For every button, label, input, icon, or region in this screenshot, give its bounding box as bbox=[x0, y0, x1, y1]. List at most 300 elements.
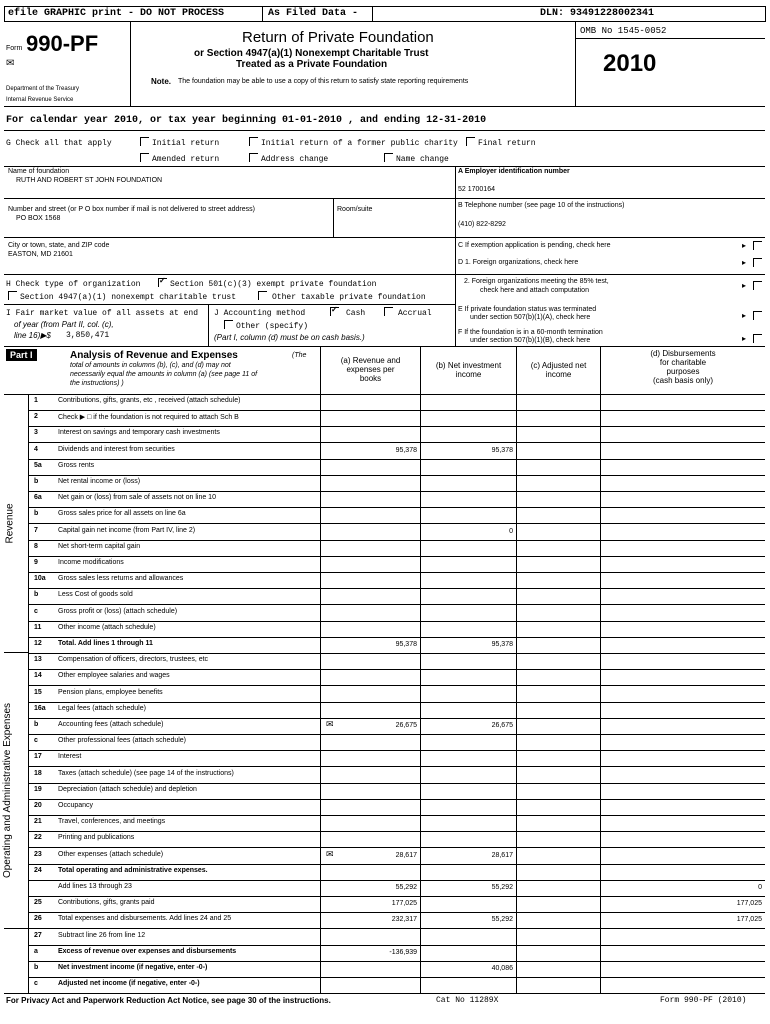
cell-col-c bbox=[516, 977, 600, 993]
cell-col-d bbox=[600, 605, 765, 621]
cell-col-d bbox=[600, 750, 765, 766]
terminated-b-label-b: under section 507(b)(1)(B), check here bbox=[470, 337, 591, 344]
cell-col-b: 55,292 bbox=[420, 912, 516, 928]
cell-col-c bbox=[516, 475, 600, 491]
row-label: Check ▶ □ if the foundation is not required to attach Sch B bbox=[58, 414, 239, 421]
address-change-label: Address change bbox=[261, 155, 329, 164]
other-taxable-label: Other taxable private foundation bbox=[272, 293, 426, 302]
table-row bbox=[28, 945, 765, 961]
foundation-name: RUTH AND ROBERT ST JOHN FOUNDATION bbox=[16, 177, 163, 184]
table-row bbox=[28, 637, 765, 653]
cell-col-c bbox=[516, 524, 600, 540]
table-row bbox=[28, 669, 765, 685]
col-a-header: (a) Revenue and expenses per books bbox=[340, 356, 401, 383]
cell-col-a bbox=[320, 750, 420, 766]
cell-col-b bbox=[420, 653, 516, 669]
row-label: Taxes (attach schedule) (see page 14 of the instructions) bbox=[58, 770, 234, 777]
efile-label: efile GRAPHIC print - DO NOT PROCESS bbox=[8, 8, 225, 19]
table-row bbox=[28, 767, 765, 783]
final-return-checkbox[interactable] bbox=[466, 137, 475, 146]
table-row bbox=[28, 540, 765, 556]
cell-col-d bbox=[600, 718, 765, 734]
part-title: Analysis of Revenue and Expenses bbox=[70, 350, 238, 361]
cell-col-b: 55,292 bbox=[420, 880, 516, 896]
cell-col-c bbox=[516, 799, 600, 815]
cell-col-b bbox=[420, 864, 516, 880]
cell-col-a bbox=[320, 653, 420, 669]
cell-col-d bbox=[600, 831, 765, 847]
cell-col-d bbox=[600, 799, 765, 815]
cell-col-b bbox=[420, 588, 516, 604]
initial-return-checkbox[interactable] bbox=[140, 137, 149, 146]
cell-col-c bbox=[516, 507, 600, 523]
row-label: Other income (attach schedule) bbox=[58, 624, 156, 631]
cell-col-d bbox=[600, 556, 765, 572]
table-row bbox=[28, 815, 765, 831]
row-label: Total. Add lines 1 through 11 bbox=[58, 640, 153, 647]
cell-col-b: 0 bbox=[420, 524, 516, 540]
cell-col-b bbox=[420, 799, 516, 815]
cell-col-d bbox=[600, 686, 765, 702]
cell-col-d bbox=[600, 848, 765, 864]
cell-col-b bbox=[420, 929, 516, 945]
cell-col-c bbox=[516, 945, 600, 961]
row-label: Excess of revenue over expenses and disbursements bbox=[58, 948, 237, 955]
row-label: Other employee salaries and wages bbox=[58, 672, 170, 679]
cell-col-d bbox=[600, 929, 765, 945]
cell-col-b bbox=[420, 896, 516, 912]
row-number: 13 bbox=[34, 656, 42, 663]
cell-col-d bbox=[600, 767, 765, 783]
cell-col-c bbox=[516, 702, 600, 718]
form-number: 990-PF bbox=[26, 31, 99, 56]
row-number: b bbox=[34, 721, 39, 728]
row-label: Contributions, gifts, grants paid bbox=[58, 899, 155, 906]
row-number: 12 bbox=[34, 640, 42, 647]
foreign-org-label: D 1. Foreign organizations, check here bbox=[458, 259, 579, 266]
cell-col-a bbox=[320, 572, 420, 588]
row-number: 27 bbox=[34, 932, 42, 939]
row-label: Capital gain net income (from Part IV, line 2) bbox=[58, 527, 196, 534]
dln-number: DLN: 93491228002341 bbox=[540, 8, 655, 19]
table-row bbox=[28, 912, 765, 928]
row-label: Net short-term capital gain bbox=[58, 543, 141, 550]
cell-col-c bbox=[516, 686, 600, 702]
arrow-icon: ▸ bbox=[742, 311, 747, 320]
table-row bbox=[28, 783, 765, 799]
cell-col-d: 0 bbox=[600, 880, 765, 896]
cell-col-c bbox=[516, 426, 600, 442]
cell-col-d bbox=[600, 394, 765, 410]
omb-number: OMB No 1545-0052 bbox=[580, 26, 667, 36]
foundation-name-label: Name of foundation bbox=[8, 168, 70, 175]
other-method-checkbox[interactable] bbox=[224, 320, 233, 329]
row-number: 9 bbox=[34, 559, 38, 566]
cell-col-c bbox=[516, 864, 600, 880]
row-label: Interest on savings and temporary cash investments bbox=[58, 429, 220, 436]
cell-col-b: 26,675 bbox=[420, 718, 516, 734]
row-number: c bbox=[34, 608, 38, 615]
cell-col-d bbox=[600, 637, 765, 653]
room-suite-label: Room/suite bbox=[337, 206, 373, 213]
attachment-icon[interactable]: ✉ bbox=[326, 849, 334, 859]
cash-basis-note: (Part I, column (d) must be on cash basis.) bbox=[214, 333, 365, 342]
cell-col-c bbox=[516, 815, 600, 831]
cell-col-c bbox=[516, 653, 600, 669]
row-number: b bbox=[34, 510, 39, 517]
table-row bbox=[28, 524, 765, 540]
row-number: 7 bbox=[34, 527, 38, 534]
other-taxable-checkbox[interactable] bbox=[258, 291, 267, 300]
accrual-label: Accrual bbox=[398, 309, 432, 318]
cell-col-b bbox=[420, 831, 516, 847]
table-row bbox=[28, 718, 765, 734]
footer-cat-number: Cat No 11289X bbox=[436, 996, 499, 1005]
row-number: 11 bbox=[34, 624, 42, 631]
cell-col-a bbox=[320, 475, 420, 491]
ein-value: 52 1700164 bbox=[458, 186, 495, 193]
street-label: Number and street (or P O box number if mail is not delivered to street address) bbox=[8, 206, 255, 213]
former-public-charity-checkbox[interactable] bbox=[249, 137, 258, 146]
table-row bbox=[28, 605, 765, 621]
row-number: 20 bbox=[34, 802, 42, 809]
initial-return-label: Initial return bbox=[152, 139, 220, 148]
cell-col-c bbox=[516, 767, 600, 783]
side-label-expenses: Operating and Administrative Expenses bbox=[2, 702, 14, 879]
cell-col-a bbox=[320, 540, 420, 556]
row-label: Gross sales less returns and allowances bbox=[58, 575, 184, 582]
table-row bbox=[28, 750, 765, 766]
table-row bbox=[28, 864, 765, 880]
row-number: 19 bbox=[34, 786, 42, 793]
cell-col-c bbox=[516, 718, 600, 734]
exemption-pending-checkbox[interactable] bbox=[753, 241, 762, 250]
part-title-note: (The bbox=[292, 352, 307, 359]
cell-col-c bbox=[516, 588, 600, 604]
row-number: 6a bbox=[34, 494, 42, 501]
part-label: Part I bbox=[6, 349, 37, 361]
row-label: Dividends and interest from securities bbox=[58, 446, 175, 453]
cell-col-d bbox=[600, 540, 765, 556]
address-change-checkbox[interactable] bbox=[249, 153, 258, 162]
row-label: Gross rents bbox=[58, 462, 95, 469]
fmv-label-2: of year (from Part II, col. (c), bbox=[14, 320, 114, 329]
row-label: Compensation of officers, directors, trustees, etc bbox=[58, 656, 209, 663]
cell-col-c bbox=[516, 491, 600, 507]
row-number: b bbox=[34, 591, 39, 598]
fmv-label-1: I Fair market value of all assets at end bbox=[6, 309, 199, 318]
cell-col-a bbox=[320, 394, 420, 410]
accrual-checkbox[interactable] bbox=[384, 307, 393, 316]
form-title: Return of Private Foundation bbox=[242, 29, 434, 46]
row-number: 23 bbox=[34, 851, 42, 858]
amended-return-checkbox[interactable] bbox=[140, 153, 149, 162]
amended-return-label: Amended return bbox=[152, 155, 220, 164]
table-row bbox=[28, 621, 765, 637]
part-desc-3: the instructions) ) bbox=[70, 380, 124, 387]
cell-col-a bbox=[320, 831, 420, 847]
cell-col-c bbox=[516, 637, 600, 653]
table-row bbox=[28, 686, 765, 702]
row-label: Net rental income or (loss) bbox=[58, 478, 141, 485]
cell-col-c bbox=[516, 848, 600, 864]
cell-col-a bbox=[320, 621, 420, 637]
cell-col-a: 55,292 bbox=[320, 880, 420, 896]
cell-col-b bbox=[420, 945, 516, 961]
cell-col-d bbox=[600, 621, 765, 637]
efile-icon: ✉ bbox=[6, 58, 15, 69]
cell-col-d bbox=[600, 459, 765, 475]
row-number: 1 bbox=[34, 397, 38, 404]
cell-col-d bbox=[600, 491, 765, 507]
cell-col-b bbox=[420, 767, 516, 783]
cell-col-d bbox=[600, 669, 765, 685]
phone-label: B Telephone number (see page 10 of the instructions) bbox=[458, 202, 625, 209]
row-label: Gross profit or (loss) (attach schedule) bbox=[58, 608, 178, 615]
col-b-header: (b) Net investment income bbox=[435, 361, 502, 379]
cell-col-d bbox=[600, 815, 765, 831]
cell-col-b: 28,617 bbox=[420, 848, 516, 864]
col-d-header: (d) Disbursements for charitable purposes (cash basis only) bbox=[650, 349, 716, 385]
foreign-85-checkbox[interactable] bbox=[753, 281, 762, 290]
arrow-icon: ▸ bbox=[742, 241, 747, 250]
row-number: b bbox=[34, 964, 39, 971]
cell-col-c bbox=[516, 929, 600, 945]
cell-col-a bbox=[320, 686, 420, 702]
cell-col-d bbox=[600, 426, 765, 442]
cell-col-d: 177,025 bbox=[600, 896, 765, 912]
form-subtitle-2: Treated as a Private Foundation bbox=[236, 59, 388, 70]
row-label: Total expenses and disbursements. Add lines 24 and 25 bbox=[58, 915, 232, 922]
cell-col-b bbox=[420, 686, 516, 702]
cell-col-c bbox=[516, 880, 600, 896]
cell-col-a bbox=[320, 815, 420, 831]
table-row bbox=[28, 702, 765, 718]
row-number: 16a bbox=[34, 705, 46, 712]
arrow-icon: ▸ bbox=[742, 258, 747, 267]
table-row bbox=[28, 410, 765, 426]
row-label: Adjusted net income (if negative, enter -0-) bbox=[58, 980, 200, 987]
cell-col-c bbox=[516, 750, 600, 766]
cell-col-a bbox=[320, 426, 420, 442]
cell-col-d bbox=[600, 507, 765, 523]
cell-col-a: -136,939 bbox=[320, 945, 420, 961]
sec4947-checkbox[interactable] bbox=[8, 291, 17, 300]
row-number: 4 bbox=[34, 446, 38, 453]
row-label: Travel, conferences, and meetings bbox=[58, 818, 166, 825]
cell-col-a: 26,675 bbox=[320, 718, 420, 734]
cell-col-c bbox=[516, 540, 600, 556]
table-row bbox=[28, 799, 765, 815]
table-row bbox=[28, 929, 765, 945]
cell-col-b: 40,086 bbox=[420, 961, 516, 977]
row-label: Gross sales price for all assets on line 6a bbox=[58, 510, 186, 517]
cell-col-b bbox=[420, 410, 516, 426]
cell-col-b bbox=[420, 540, 516, 556]
sec501c3-label: Section 501(c)(3) exempt private foundation bbox=[170, 280, 377, 289]
cell-col-b bbox=[420, 815, 516, 831]
terminated-a-label-a: E If private foundation status was terminated bbox=[458, 306, 597, 313]
row-label: Accounting fees (attach schedule) bbox=[58, 721, 164, 728]
cell-col-d bbox=[600, 588, 765, 604]
cell-col-c bbox=[516, 443, 600, 459]
row-number: 3 bbox=[34, 429, 38, 436]
exemption-pending-label: C If exemption application is pending, check here bbox=[458, 242, 611, 249]
cell-col-d bbox=[600, 945, 765, 961]
row-number: a bbox=[34, 948, 38, 955]
cell-col-c bbox=[516, 410, 600, 426]
row-label: Total operating and administrative expenses. bbox=[58, 867, 208, 874]
cell-col-d bbox=[600, 653, 765, 669]
cell-col-a: 232,317 bbox=[320, 912, 420, 928]
table-row bbox=[28, 588, 765, 604]
cell-col-a bbox=[320, 491, 420, 507]
col-c-header: (c) Adjusted net income bbox=[530, 361, 587, 379]
checkmark-icon: ✓ bbox=[331, 305, 338, 314]
table-row bbox=[28, 459, 765, 475]
part-desc-2: necessarily equal the amounts in column (a) (see page 11 of bbox=[70, 371, 258, 378]
cell-col-a: 95,378 bbox=[320, 443, 420, 459]
cell-col-c bbox=[516, 459, 600, 475]
row-number: 14 bbox=[34, 672, 42, 679]
table-row bbox=[28, 475, 765, 491]
dept-irs: Internal Revenue Service bbox=[6, 97, 74, 103]
row-label: Add lines 13 through 23 bbox=[58, 883, 132, 890]
table-row bbox=[28, 491, 765, 507]
cell-col-b bbox=[420, 556, 516, 572]
cell-col-c bbox=[516, 394, 600, 410]
cell-col-c bbox=[516, 621, 600, 637]
terminated-a-label-b: under section 507(b)(1)(A), check here bbox=[470, 314, 591, 321]
table-row bbox=[28, 880, 765, 896]
cell-col-b: 95,378 bbox=[420, 443, 516, 459]
row-label: Other expenses (attach schedule) bbox=[58, 851, 164, 858]
form-subtitle-1: or Section 4947(a)(1) Nonexempt Charitable Trust bbox=[194, 48, 429, 59]
foreign-85-label-a: 2. Foreign organizations meeting the 85% test, bbox=[464, 278, 609, 285]
accounting-method-label: J Accounting method bbox=[214, 309, 306, 318]
cell-col-d bbox=[600, 475, 765, 491]
terminated-b-checkbox[interactable] bbox=[753, 334, 762, 343]
cell-col-a bbox=[320, 734, 420, 750]
table-row bbox=[28, 831, 765, 847]
row-label: Net gain or (loss) from sale of assets not on line 10 bbox=[58, 494, 216, 501]
cell-col-d bbox=[600, 572, 765, 588]
final-return-label: Final return bbox=[478, 139, 536, 148]
street-value: PO BOX 1568 bbox=[16, 215, 61, 222]
cell-col-a bbox=[320, 929, 420, 945]
cell-col-a bbox=[320, 556, 420, 572]
row-number: 24 bbox=[34, 867, 42, 874]
cell-col-d bbox=[600, 410, 765, 426]
cell-col-d bbox=[600, 524, 765, 540]
cell-col-d bbox=[600, 783, 765, 799]
cell-col-a bbox=[320, 702, 420, 718]
cell-col-c bbox=[516, 734, 600, 750]
cell-col-d bbox=[600, 734, 765, 750]
cell-col-c bbox=[516, 896, 600, 912]
cell-col-a bbox=[320, 588, 420, 604]
row-label: Contributions, gifts, grants, etc , received (attach schedule) bbox=[58, 397, 241, 404]
terminated-b-label-a: F If the foundation is in a 60-month termination bbox=[458, 329, 603, 336]
row-label: Subtract line 26 from line 12 bbox=[58, 932, 146, 939]
fmv-value: 3,850,471 bbox=[66, 331, 110, 340]
dept-treasury: Department of the Treasury bbox=[6, 86, 80, 92]
cell-col-d: 177,025 bbox=[600, 912, 765, 928]
cell-col-b bbox=[420, 491, 516, 507]
cell-col-a bbox=[320, 524, 420, 540]
table-row bbox=[28, 734, 765, 750]
cell-col-c bbox=[516, 961, 600, 977]
row-label: Income modifications bbox=[58, 559, 124, 566]
table-row bbox=[28, 653, 765, 669]
cell-col-a bbox=[320, 977, 420, 993]
cell-col-b bbox=[420, 750, 516, 766]
cell-col-d bbox=[600, 961, 765, 977]
table-row bbox=[28, 848, 765, 864]
cell-col-c bbox=[516, 783, 600, 799]
row-label: Less Cost of goods sold bbox=[58, 591, 133, 598]
fmv-label-3: line 16)▶$ bbox=[14, 331, 51, 340]
name-change-checkbox[interactable] bbox=[384, 153, 393, 162]
cell-col-c bbox=[516, 669, 600, 685]
tax-year: 2010 bbox=[603, 50, 657, 77]
ein-label: A Employer identification number bbox=[458, 168, 570, 175]
checkmark-icon: ✓ bbox=[159, 276, 166, 285]
phone-value: (410) 822-8292 bbox=[458, 221, 506, 228]
footer-privacy-notice: For Privacy Act and Paperwork Reduction Act Notice, see page 30 of the instructions. bbox=[6, 996, 331, 1005]
calendar-year-line: For calendar year 2010, or tax year beginning 01-01-2010 , and ending 12-31-2010 bbox=[6, 115, 487, 126]
cell-col-d bbox=[600, 702, 765, 718]
row-number: 5a bbox=[34, 462, 42, 469]
former-public-charity-label: Initial return of a former public charity bbox=[261, 139, 458, 148]
table-row bbox=[28, 977, 765, 993]
row-number: 18 bbox=[34, 770, 42, 777]
cell-col-b bbox=[420, 475, 516, 491]
cell-col-a bbox=[320, 864, 420, 880]
terminated-a-checkbox[interactable] bbox=[753, 311, 762, 320]
cell-col-a bbox=[320, 459, 420, 475]
cell-col-c bbox=[516, 572, 600, 588]
cell-col-b bbox=[420, 621, 516, 637]
cell-col-a: 28,617 bbox=[320, 848, 420, 864]
row-number: c bbox=[34, 737, 38, 744]
foreign-org-checkbox[interactable] bbox=[753, 258, 762, 267]
section-h-label: H Check type of organization bbox=[6, 280, 141, 289]
cell-col-b bbox=[420, 605, 516, 621]
city-label: City or town, state, and ZIP code bbox=[8, 242, 110, 249]
row-label: Legal fees (attach schedule) bbox=[58, 705, 146, 712]
cell-col-b bbox=[420, 734, 516, 750]
attachment-icon[interactable]: ✉ bbox=[326, 719, 334, 729]
cell-col-d bbox=[600, 443, 765, 459]
cell-col-c bbox=[516, 912, 600, 928]
row-number: 8 bbox=[34, 543, 38, 550]
cell-col-a bbox=[320, 767, 420, 783]
name-change-label: Name change bbox=[396, 155, 449, 164]
cell-col-a: 177,025 bbox=[320, 896, 420, 912]
row-number: c bbox=[34, 980, 38, 987]
table-row bbox=[28, 556, 765, 572]
row-label: Pension plans, employee benefits bbox=[58, 689, 163, 696]
table-row bbox=[28, 443, 765, 459]
note-text: The foundation may be able to use a copy of this return to satisfy state reporting requirements bbox=[178, 78, 469, 85]
row-number: b bbox=[34, 478, 39, 485]
other-method-label: Other (specify) bbox=[236, 322, 309, 331]
arrow-icon: ▸ bbox=[742, 281, 747, 290]
row-label: Printing and publications bbox=[58, 834, 135, 841]
row-number: 15 bbox=[34, 689, 42, 696]
cell-col-a: 95,378 bbox=[320, 637, 420, 653]
